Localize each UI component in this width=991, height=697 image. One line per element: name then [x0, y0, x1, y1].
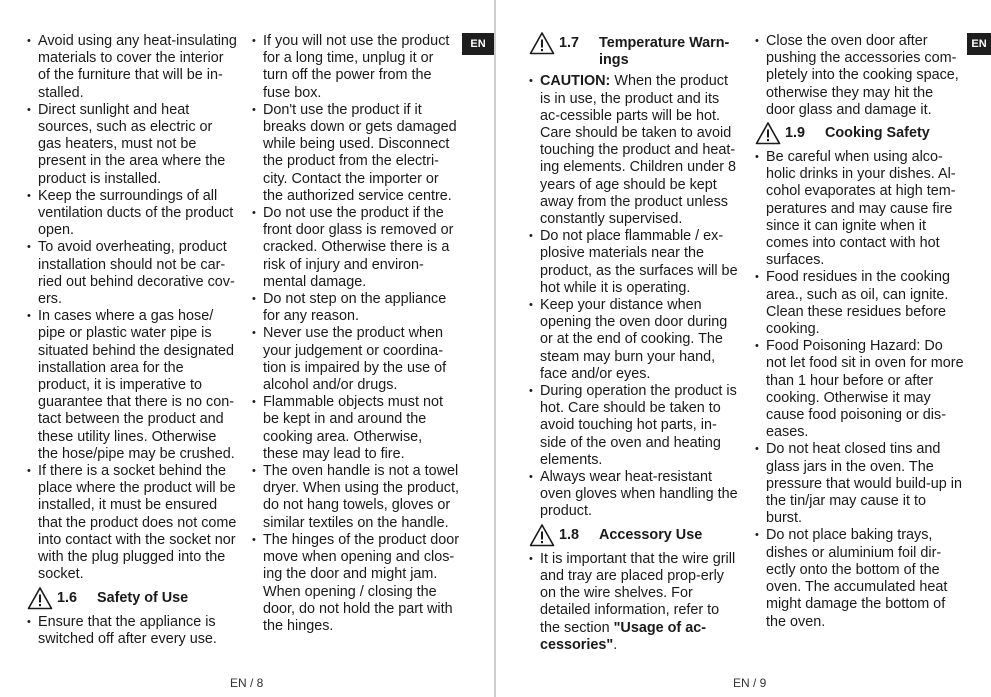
page-number: EN / 9 [733, 676, 767, 690]
list-item-accessory [529, 551, 739, 654]
section-title: Temperature Warn-ings [599, 35, 730, 69]
section-reference: "Usage of ac-cessories" [540, 619, 707, 653]
list-item: • The oven handle is not a towel dryer. When using the product, do not hang towels, gloves or similar textiles on the handle. [252, 463, 461, 532]
bullet-list [755, 149, 965, 631]
list-item: • Avoid using any heat-insulating materials to cover the interior of the furniture that will be in-stalled. [27, 33, 239, 102]
language-tab: EN [462, 33, 494, 55]
list-item: • If you will not use the product for a long time, unplug it or turn off the power from the fuse box. [252, 33, 461, 102]
list-item: • During operation the product is hot. Care should be taken to avoid touching hot parts, in-side of the oven and heating elements. [529, 383, 739, 469]
page-9 [497, 0, 991, 697]
list-item: • Do not place baking trays, dishes or aluminium foil dir-ectly onto the bottom of the oven. The accumulated heat might damage the bottom of the oven. [755, 527, 965, 630]
section-number: 1.9 [785, 125, 806, 142]
list-item: • Do not use the product if the front door glass is removed or cracked. Otherwise there is a risk of injury and environ-mental damage. [252, 205, 461, 291]
section-heading-1-8 [529, 527, 739, 547]
warning-triangle-icon [529, 31, 555, 55]
section-title: Cooking Safety [825, 125, 930, 142]
section-title: Accessory Use [599, 526, 703, 543]
section-heading-1-7 [529, 35, 739, 69]
list-item: • The hinges of the product door move when opening and clos-ing the door and might jam. When opening / closing the door, do not hold the part with the hinges. [252, 532, 461, 635]
language-tab: EN [967, 33, 991, 55]
list-item: • Food Poisoning Hazard: Do not let food sit in oven for more than 1 hour before or after cooking. Otherwise it may cause food poisoning or dis-eases. [755, 338, 965, 441]
bullet-list [529, 73, 739, 520]
list-item-caution [529, 73, 739, 228]
warning-triangle-icon [27, 586, 53, 610]
list-item: • Never use the product when your judgement or coordina-tion is impaired by the use of alcohol and/or drugs. [252, 325, 461, 394]
page-8 [0, 0, 495, 697]
list-item: • Keep the surroundings of all ventilation ducts of the product open. [27, 188, 239, 240]
page-divider [494, 0, 496, 697]
list-item: • Do not place flammable / ex-plosive materials near the product, as the surfaces will be hot while it is operating. [529, 228, 739, 297]
list-item: • Don't use the product if it breaks down or gets damaged while being used. Disconnect the product from the electri-city. Contact the importer or the authorized service centre. [252, 102, 461, 205]
section-heading-1-6 [27, 590, 239, 610]
list-item: • Do not heat closed tins and glass jars in the oven. The pressure that would build-up in the tin/jar may cause it to burst. [755, 441, 965, 527]
right-column-2 [755, 33, 965, 631]
warning-triangle-icon [529, 523, 555, 547]
bullet-list [755, 33, 965, 119]
list-item: • If there is a socket behind the place where the product will be installed, it must be ensured that the product does not come into contact with the socket nor with the plug plugged into the socket. [27, 463, 239, 583]
accessory-text: It is important that the wire grill and tray are placed prop-erly on the wire shelves. For detailed information, refer to the section [540, 550, 736, 636]
list-item: • Close the oven door after pushing the accessories com-pletely into the cooking space, otherwise they may hit the door glass and damage it. [755, 33, 965, 119]
section-number: 1.6 [57, 589, 78, 606]
caution-label: CAUTION: [540, 73, 611, 90]
section-number: 1.8 [559, 526, 580, 543]
list-item: • Food residues in the cooking area., such as oil, can ignite. Clean these residues before cooking. [755, 269, 965, 338]
list-item: • Direct sunlight and heat sources, such as electric or gas heaters, must not be present in the area where the product is installed. [27, 102, 239, 188]
list-item: • Do not step on the appliance for any reason. [252, 291, 461, 325]
page-number: EN / 8 [230, 676, 264, 690]
bullet-list [27, 33, 239, 584]
list-item: • Be careful when using alco-holic drinks in your dishes. Al-cohol evaporates at high tem-peratures and may cause fire since it can ignite when it comes into contact with hot surfaces. [755, 149, 965, 269]
left-column-2 [252, 33, 461, 635]
bullet-list [252, 33, 461, 635]
caution-text: When the product is in use, the product and its ac-cessible parts will be hot. Care should be taken to avoid touching the product and heat-ing elements. Children under 8 years of age should be kept away from the product unless constantly supervised. [540, 73, 736, 228]
section-title: Safety of Use [97, 589, 189, 606]
warning-triangle-icon [755, 121, 781, 145]
list-item: • To avoid overheating, product installation should not be car-ried out behind decorative cov-ers. [27, 239, 239, 308]
list-item: • Keep your distance when opening the oven door during or at the end of cooking. The steam may burn your hand, face and/or eyes. [529, 297, 739, 383]
section-number: 1.7 [559, 35, 580, 51]
list-item: • Ensure that the appliance is switched off after every use. [27, 614, 239, 648]
section-heading-1-9 [755, 125, 965, 145]
bullet-list [27, 614, 239, 648]
right-column-1 [529, 33, 739, 654]
accessory-end: . [613, 636, 618, 653]
list-item: • In cases where a gas hose/ pipe or plastic water pipe is situated behind the designated installation area for the product, it is imperative to guarantee that there is no con-tact between the product and these utility lines. Otherwise the hose/pipe may be crushed. [27, 308, 239, 463]
bullet-list [529, 551, 739, 654]
left-column-1 [27, 33, 239, 648]
list-item: • Always wear heat-resistant oven gloves when handling the product. [529, 469, 739, 521]
list-item: • Flammable objects must not be kept in and around the cooking area. Otherwise, these may lead to fire. [252, 394, 461, 463]
